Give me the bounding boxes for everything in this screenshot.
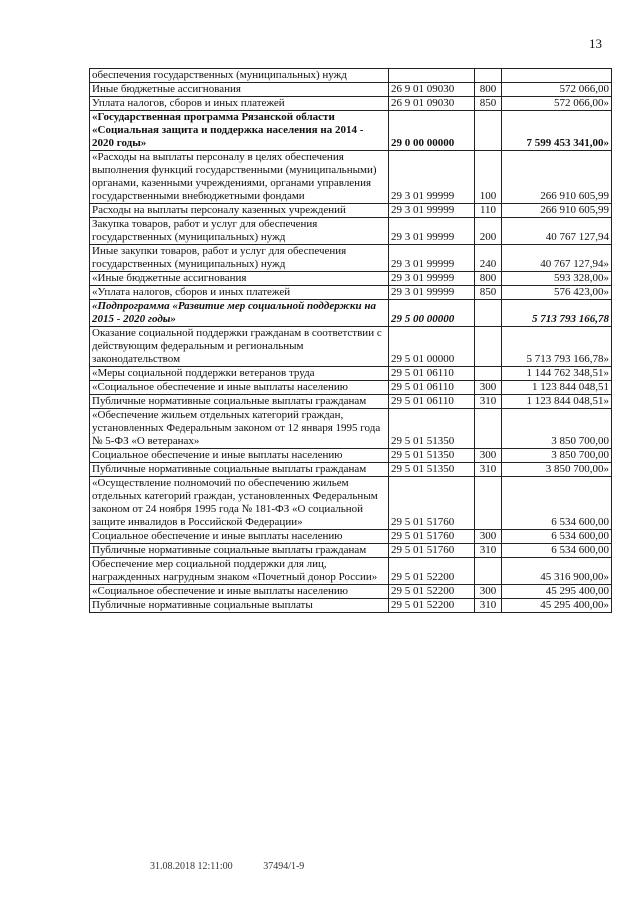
row-amount-cell: 40 767 127,94 [502, 218, 612, 245]
row-expense-type-cell [475, 477, 502, 530]
row-name-cell: «Обеспечение жильем отдельных категорий граждан, установленных Федеральным законом от 12 января 1995 года № 5-ФЗ «О ветеранах» [90, 409, 389, 449]
row-code-cell: 26 9 01 09030 [389, 97, 475, 111]
row-amount-cell: 593 328,00» [502, 272, 612, 286]
row-code-cell: 29 0 00 00000 [389, 111, 475, 151]
row-name-cell: Социальное обеспечение и иные выплаты населению [90, 530, 389, 544]
row-amount-cell: 45 295 400,00 [502, 585, 612, 599]
row-amount-cell: 6 534 600,00 [502, 544, 612, 558]
row-expense-type-cell [475, 558, 502, 585]
row-code-cell: 26 9 01 09030 [389, 83, 475, 97]
row-expense-type-cell: 850 [475, 97, 502, 111]
table-row [90, 327, 612, 367]
row-expense-type-cell: 800 [475, 83, 502, 97]
table-row [90, 544, 612, 558]
page-footer [150, 861, 332, 872]
row-name-cell: Оказание социальной поддержки гражданам в соответствии с действующим федеральным и региональным законодательством [90, 327, 389, 367]
row-amount-cell: 3 850 700,00 [502, 409, 612, 449]
row-code-cell [389, 69, 475, 83]
row-code-cell: 29 3 01 99999 [389, 151, 475, 204]
row-expense-type-cell: 300 [475, 530, 502, 544]
row-amount-cell: 266 910 605,99 [502, 204, 612, 218]
table-row [90, 599, 612, 613]
row-code-cell: 29 3 01 99999 [389, 218, 475, 245]
row-expense-type-cell: 800 [475, 272, 502, 286]
row-code-cell: 29 5 01 00000 [389, 327, 475, 367]
row-name-cell: «Меры социальной поддержки ветеранов труда [90, 367, 389, 381]
row-name-cell: Публичные нормативные социальные выплаты [90, 599, 389, 613]
row-amount-cell: 1 123 844 048,51» [502, 395, 612, 409]
footer-doc-id: 37494/1-9 [263, 861, 305, 872]
row-amount-cell [502, 69, 612, 83]
row-name-cell: «Расходы на выплаты персоналу в целях обеспечения выполнения функций государственными (муниципальными) органами, казенными учреждениями, органами управления государственными внебюджетными фондами [90, 151, 389, 204]
row-code-cell: 29 3 01 99999 [389, 286, 475, 300]
row-code-cell: 29 5 01 51760 [389, 544, 475, 558]
row-name-cell: «Социальное обеспечение и иные выплаты населению [90, 585, 389, 599]
table-row [90, 111, 612, 151]
footer-timestamp: 31.08.2018 12:11:00 [150, 861, 233, 872]
row-expense-type-cell: 300 [475, 449, 502, 463]
row-code-cell: 29 5 01 52200 [389, 585, 475, 599]
row-name-cell: Закупка товаров, работ и услуг для обеспечения государственных (муниципальных) нужд [90, 218, 389, 245]
row-expense-type-cell: 310 [475, 463, 502, 477]
row-amount-cell: 45 295 400,00» [502, 599, 612, 613]
row-amount-cell: 1 144 762 348,51» [502, 367, 612, 381]
row-expense-type-cell [475, 111, 502, 151]
row-code-cell: 29 5 01 06110 [389, 367, 475, 381]
row-expense-type-cell [475, 367, 502, 381]
row-name-cell: «Государственная программа Рязанской области «Социальная защита и поддержка населения на 2014 - 2020 годы» [90, 111, 389, 151]
row-amount-cell: 266 910 605,99 [502, 151, 612, 204]
row-amount-cell: 6 534 600,00 [502, 477, 612, 530]
table-row [90, 69, 612, 83]
row-code-cell: 29 3 01 99999 [389, 272, 475, 286]
row-code-cell: 29 5 00 00000 [389, 300, 475, 327]
row-code-cell: 29 5 01 52200 [389, 558, 475, 585]
row-code-cell: 29 5 01 51760 [389, 530, 475, 544]
table-row [90, 204, 612, 218]
row-expense-type-cell: 100 [475, 151, 502, 204]
row-name-cell: обеспечения государственных (муниципальных) нужд [90, 69, 389, 83]
row-amount-cell: 5 713 793 166,78» [502, 327, 612, 367]
row-name-cell: Иные бюджетные ассигнования [90, 83, 389, 97]
row-code-cell: 29 5 01 51350 [389, 449, 475, 463]
row-name-cell: Обеспечение мер социальной поддержки для лиц, награжденных нагрудным знаком «Почетный донор России» [90, 558, 389, 585]
row-name-cell: «Уплата налогов, сборов и иных платежей [90, 286, 389, 300]
row-code-cell: 29 5 01 06110 [389, 395, 475, 409]
row-name-cell: «Социальное обеспечение и иные выплаты населению [90, 381, 389, 395]
row-name-cell: Публичные нормативные социальные выплаты гражданам [90, 544, 389, 558]
row-expense-type-cell [475, 69, 502, 83]
row-amount-cell: 572 066,00 [502, 83, 612, 97]
table-row [90, 97, 612, 111]
row-expense-type-cell: 850 [475, 286, 502, 300]
table-row [90, 245, 612, 272]
row-name-cell: Публичные нормативные социальные выплаты гражданам [90, 463, 389, 477]
row-expense-type-cell: 300 [475, 585, 502, 599]
row-amount-cell: 572 066,00» [502, 97, 612, 111]
budget-table-body [90, 69, 612, 613]
table-row [90, 381, 612, 395]
row-code-cell: 29 5 01 51350 [389, 409, 475, 449]
row-amount-cell: 3 850 700,00» [502, 463, 612, 477]
table-row [90, 218, 612, 245]
row-expense-type-cell: 300 [475, 381, 502, 395]
row-name-cell: Уплата налогов, сборов и иных платежей [90, 97, 389, 111]
table-row [90, 367, 612, 381]
table-row [90, 151, 612, 204]
row-amount-cell: 6 534 600,00 [502, 530, 612, 544]
row-expense-type-cell: 310 [475, 544, 502, 558]
row-code-cell: 29 5 01 51760 [389, 477, 475, 530]
row-expense-type-cell [475, 409, 502, 449]
row-code-cell: 29 5 01 06110 [389, 381, 475, 395]
table-row [90, 83, 612, 97]
row-code-cell: 29 3 01 99999 [389, 245, 475, 272]
table-row [90, 530, 612, 544]
row-amount-cell: 576 423,00» [502, 286, 612, 300]
table-row [90, 463, 612, 477]
row-amount-cell: 1 123 844 048,51 [502, 381, 612, 395]
row-amount-cell: 5 713 793 166,78 [502, 300, 612, 327]
table-row [90, 449, 612, 463]
table-row [90, 272, 612, 286]
table-row [90, 286, 612, 300]
row-name-cell: «Иные бюджетные ассигнования [90, 272, 389, 286]
row-name-cell: Расходы на выплаты персоналу казенных учреждений [90, 204, 389, 218]
row-name-cell: «Осуществление полномочий по обеспечению жильем отдельных категорий граждан, установленных Федеральным законом от 24 ноября 1995 года № 181-ФЗ «О социальной защите инвалидов в Российской Федерации» [90, 477, 389, 530]
row-expense-type-cell [475, 300, 502, 327]
row-expense-type-cell [475, 327, 502, 367]
budget-table [89, 68, 612, 613]
table-row [90, 300, 612, 327]
row-name-cell: Иные закупки товаров, работ и услуг для обеспечения государственных (муниципальных) нужд [90, 245, 389, 272]
row-amount-cell: 3 850 700,00 [502, 449, 612, 463]
row-amount-cell: 45 316 900,00» [502, 558, 612, 585]
row-code-cell: 29 5 01 51350 [389, 463, 475, 477]
row-expense-type-cell: 240 [475, 245, 502, 272]
row-expense-type-cell: 200 [475, 218, 502, 245]
row-name-cell: Социальное обеспечение и иные выплаты населению [90, 449, 389, 463]
row-expense-type-cell: 110 [475, 204, 502, 218]
table-row [90, 558, 612, 585]
row-name-cell: Публичные нормативные социальные выплаты гражданам [90, 395, 389, 409]
table-row [90, 585, 612, 599]
row-amount-cell: 7 599 453 341,00» [502, 111, 612, 151]
row-code-cell: 29 5 01 52200 [389, 599, 475, 613]
table-row [90, 477, 612, 530]
table-row [90, 409, 612, 449]
row-name-cell: «Подпрограмма «Развитие мер социальной поддержки на 2015 - 2020 годы» [90, 300, 389, 327]
row-amount-cell: 40 767 127,94» [502, 245, 612, 272]
table-row [90, 395, 612, 409]
row-expense-type-cell: 310 [475, 395, 502, 409]
row-expense-type-cell: 310 [475, 599, 502, 613]
row-code-cell: 29 3 01 99999 [389, 204, 475, 218]
page-number: 13 [589, 36, 602, 51]
